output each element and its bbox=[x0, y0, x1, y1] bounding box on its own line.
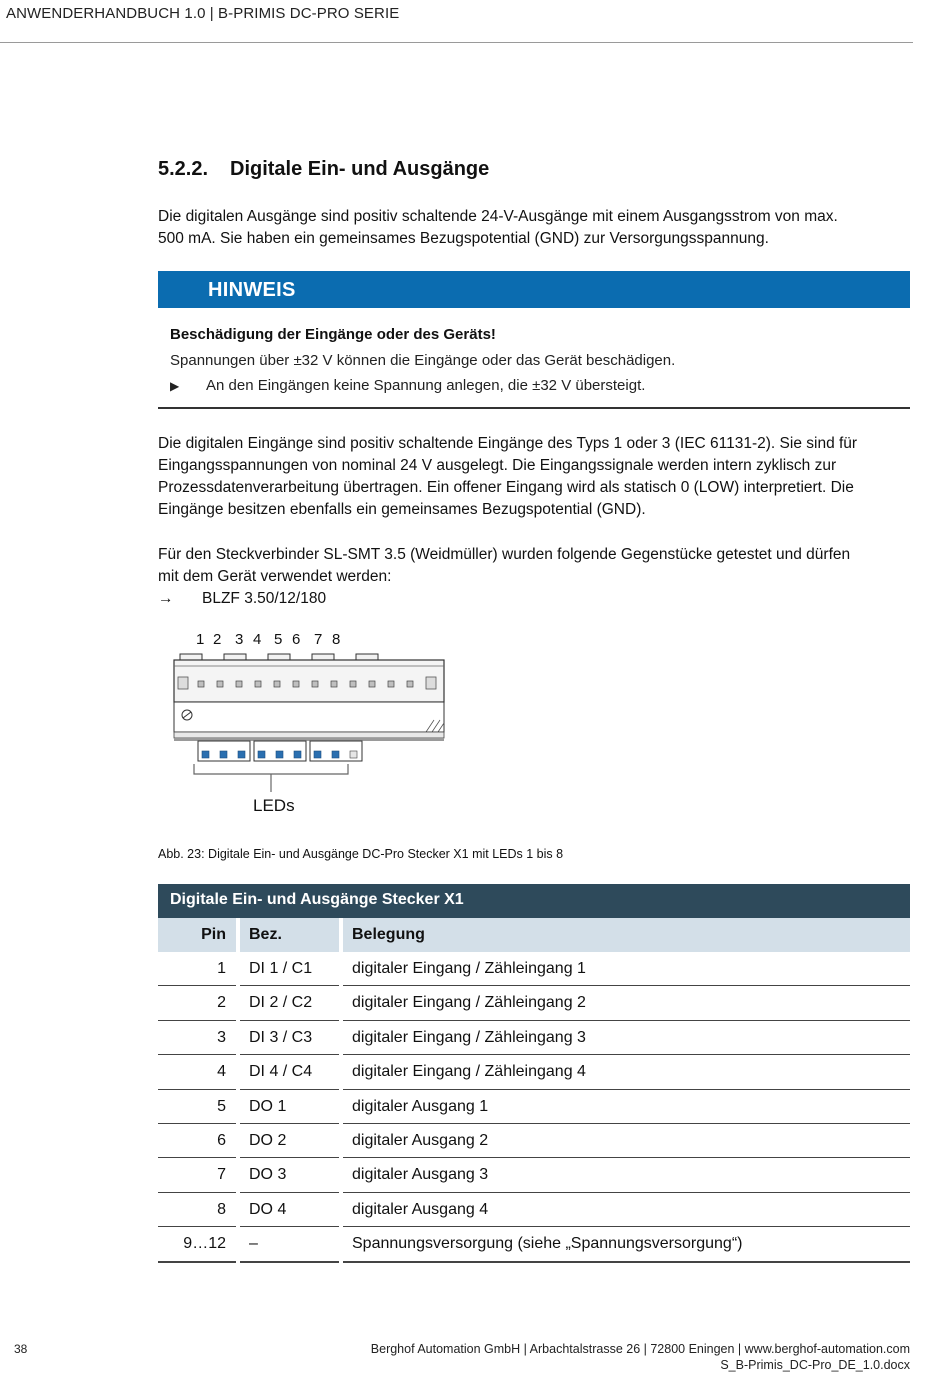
row-divider bbox=[158, 1089, 236, 1090]
cell-pin: 8 bbox=[217, 1200, 226, 1218]
tested-part-item bbox=[158, 590, 326, 608]
footer-company: Berghof Automation GmbH | Arbachtalstrasse 26 | 72800 Eningen | www.berghof-automation.com bbox=[370, 1342, 910, 1356]
cell-belegung: digitaler Ausgang 2 bbox=[352, 1132, 489, 1149]
cell-pin: 3 bbox=[217, 1028, 226, 1046]
cell-pin: 6 bbox=[217, 1132, 226, 1149]
led-bracket bbox=[194, 764, 348, 792]
cell-bez: DI 3 / C3 bbox=[249, 1028, 313, 1046]
column-label-bez: Bez. bbox=[249, 926, 282, 943]
notice-step-text: An den Eingängen keine Spannung anlegen, die ±32 V übersteigt. bbox=[206, 377, 646, 394]
inputs-paragraph bbox=[158, 433, 910, 521]
row-divider bbox=[240, 1192, 339, 1193]
footer-document-name: S_B-Primis_DC-Pro_DE_1.0.docx bbox=[720, 1358, 910, 1372]
table-title-bar bbox=[158, 884, 910, 918]
pin-label-7: 7 bbox=[314, 631, 323, 648]
column-header-pin bbox=[158, 918, 236, 952]
notice-heading: Beschädigung der Eingänge oder des Geräts! bbox=[170, 326, 496, 343]
row-divider bbox=[343, 1261, 910, 1263]
cell-belegung: Spannungsversorgung (siehe „Spannungsversorgung“) bbox=[352, 1235, 743, 1253]
pin-label-5: 5 bbox=[274, 631, 283, 648]
header-divider bbox=[0, 42, 913, 43]
cell-pin: 9…12 bbox=[183, 1235, 226, 1253]
row-divider bbox=[343, 1157, 910, 1158]
section-number: 5.2.2. bbox=[158, 158, 209, 180]
pin-label-2: 2 bbox=[213, 631, 222, 648]
triangle-bullet-icon: ▶ bbox=[170, 379, 180, 393]
device-board bbox=[174, 702, 444, 732]
intro-line-2: 500 mA. Sie haben ein gemeinsames Bezugspotential (GND) zur Versorgungsspannung. bbox=[158, 230, 769, 247]
section-heading bbox=[158, 158, 489, 181]
cell-pin: 1 bbox=[217, 960, 226, 977]
notice-text: Spannungen über ±32 V können die Eingänge oder das Gerät beschädigen. bbox=[170, 352, 676, 369]
row-divider bbox=[158, 1226, 236, 1227]
arrow-right-icon: → bbox=[158, 590, 174, 607]
notice-step bbox=[170, 377, 645, 394]
cell-bez: DO 3 bbox=[249, 1166, 287, 1184]
row-divider bbox=[158, 1157, 236, 1158]
cell-pin: 5 bbox=[217, 1097, 226, 1115]
cell-pin: 4 bbox=[217, 1063, 226, 1081]
leds-label: LEDs bbox=[253, 796, 295, 815]
running-header: ANWENDERHANDBUCH 1.0 | B-PRIMIS DC-PRO SERIE bbox=[6, 5, 400, 22]
notice-label: HINWEIS bbox=[208, 279, 296, 301]
row-divider bbox=[158, 1020, 236, 1021]
row-divider bbox=[343, 1054, 910, 1055]
row-divider bbox=[240, 1226, 339, 1227]
cell-bez: DI 4 / C4 bbox=[249, 1063, 313, 1081]
cell-belegung: digitaler Eingang / Zähleingang 1 bbox=[352, 960, 586, 977]
inputs-line-1: Die digitalen Eingänge sind positiv schaltende Eingänge des Typs 1 oder 3 (IEC 61131-2). Sie sind für bbox=[158, 435, 858, 452]
table-title: Digitale Ein- und Ausgänge Stecker X1 bbox=[170, 891, 464, 908]
connector-x1-figure bbox=[158, 622, 458, 822]
row-divider bbox=[343, 1123, 910, 1124]
inputs-line-3: Prozessdatenverarbeitung übertragen. Ein offener Eingang wird als statisch 0 (LOW) interpretiert. Die bbox=[158, 479, 854, 496]
column-header-belegung bbox=[343, 918, 910, 952]
column-label-belegung: Belegung bbox=[352, 926, 425, 943]
row-divider bbox=[343, 1089, 910, 1090]
cell-bez: DI 1 / C1 bbox=[249, 960, 313, 977]
row-divider bbox=[158, 985, 236, 986]
pin-label-3: 3 bbox=[235, 631, 244, 648]
pin-label-6: 6 bbox=[292, 631, 301, 648]
connector-paragraph bbox=[158, 544, 910, 588]
row-divider bbox=[240, 1020, 339, 1021]
row-divider bbox=[240, 985, 339, 986]
row-divider bbox=[343, 1192, 910, 1193]
cell-belegung: digitaler Eingang / Zähleingang 4 bbox=[352, 1063, 586, 1081]
row-divider bbox=[240, 1261, 339, 1263]
cell-belegung: digitaler Ausgang 4 bbox=[352, 1200, 489, 1218]
row-divider bbox=[158, 1123, 236, 1124]
section-title: Digitale Ein- und Ausgänge bbox=[230, 158, 490, 180]
connector-line-1: Für den Steckverbinder SL-SMT 3.5 (Weidmüller) wurden folgende Gegenstücke getestet und dürfen bbox=[158, 546, 851, 563]
row-divider bbox=[158, 1261, 236, 1263]
connector-line-2: mit dem Gerät verwendet werden: bbox=[158, 568, 392, 585]
row-divider bbox=[158, 1054, 236, 1055]
row-divider bbox=[240, 1089, 339, 1090]
cell-bez: DO 4 bbox=[249, 1200, 287, 1218]
notice-bottom-rule bbox=[158, 407, 910, 409]
page-number: 38 bbox=[14, 1342, 28, 1356]
row-divider bbox=[343, 985, 910, 986]
column-header-bez bbox=[240, 918, 339, 952]
column-label-pin: Pin bbox=[201, 926, 226, 943]
row-divider bbox=[240, 1157, 339, 1158]
cell-pin: 2 bbox=[217, 994, 226, 1012]
intro-line-1: Die digitalen Ausgänge sind positiv schaltende 24-V-Ausgänge mit einem Ausgangsstrom von max. bbox=[158, 208, 838, 225]
row-divider bbox=[343, 1226, 910, 1227]
figure-caption: Abb. 23: Digitale Ein- und Ausgänge DC-Pro Stecker X1 mit LEDs 1 bis 8 bbox=[158, 847, 564, 861]
cell-bez: DO 2 bbox=[249, 1132, 287, 1149]
row-divider bbox=[240, 1123, 339, 1124]
cell-belegung: digitaler Ausgang 1 bbox=[352, 1097, 489, 1115]
notice-banner bbox=[158, 271, 910, 308]
intro-paragraph bbox=[158, 206, 910, 250]
pin-label-1: 1 bbox=[196, 631, 205, 648]
cell-belegung: digitaler Eingang / Zähleingang 2 bbox=[352, 994, 586, 1012]
row-divider bbox=[158, 1192, 236, 1193]
cell-bez: DO 1 bbox=[249, 1097, 287, 1115]
cell-belegung: digitaler Eingang / Zähleingang 3 bbox=[352, 1028, 586, 1046]
inputs-line-4: Eingänge besitzen ebenfalls ein gemeinsames Bezugspotential (GND). bbox=[158, 501, 646, 518]
inputs-line-2: Eingangsspannungen von nominal 24 V ausgelegt. Die Eingangssignale werden intern zyklisch zur bbox=[158, 457, 837, 474]
pin-label-8: 8 bbox=[332, 631, 341, 648]
tested-part-name: BLZF 3.50/12/180 bbox=[202, 590, 327, 607]
row-divider bbox=[343, 1020, 910, 1021]
row-divider bbox=[240, 1054, 339, 1055]
cell-pin: 7 bbox=[217, 1166, 226, 1184]
pin-label-4: 4 bbox=[253, 631, 262, 648]
cell-belegung: digitaler Ausgang 3 bbox=[352, 1166, 489, 1184]
cell-bez: DI 2 / C2 bbox=[249, 994, 313, 1012]
cell-bez: – bbox=[249, 1235, 258, 1253]
